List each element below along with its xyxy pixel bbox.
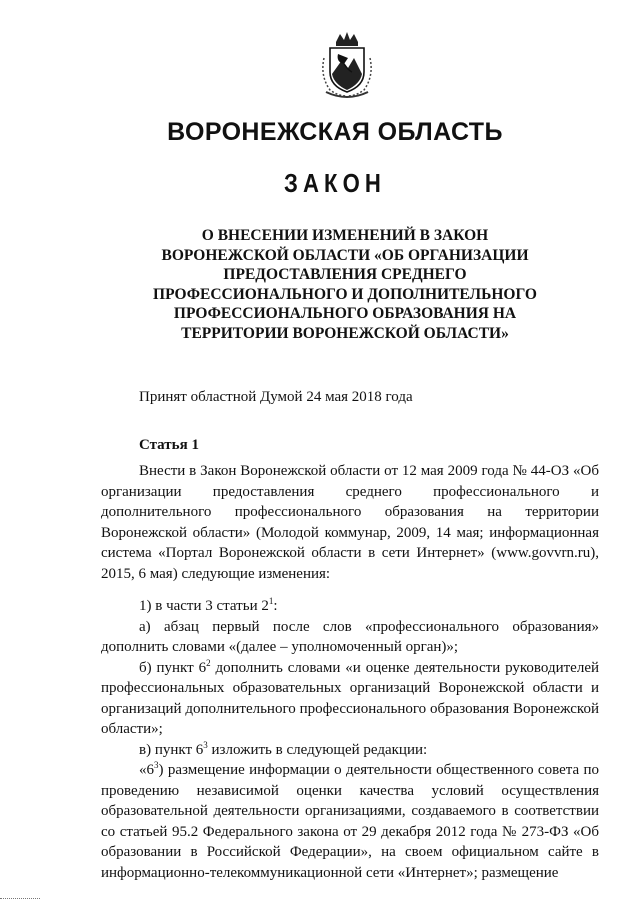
superscript: 1 [268, 596, 274, 606]
adoption-note: Принят областной Думой 24 мая 2018 года [139, 389, 413, 405]
amendment-item-text: 1) в части 3 статьи 2 [139, 598, 269, 614]
region-name: ВОРОНЕЖСКАЯ ОБЛАСТЬ [167, 118, 503, 146]
amendment-subitem-c [101, 740, 599, 761]
amendment-subitem-b [101, 658, 599, 740]
article-intro: Внести в Закон Воронежской области от 12 мая 2009 года № 44-ОЗ «Об организации предоставления среднего профессионального и дополнительного профессионального образования на территории Воронежской области» (Молодой коммунар, 2009, 14 мая; информационная система «Портал Воронежской области в сети Интернет» (www.govvrn.ru), 2015, 6 мая) следующие изменения: [101, 463, 599, 582]
amendment-quote [101, 760, 599, 883]
article-heading: Статья 1 [139, 437, 199, 453]
superscript: 3 [154, 760, 159, 770]
amendment-item-tail: : [273, 598, 278, 614]
subitem-c-text: изложить в следующей редакции: [207, 741, 428, 758]
law-title: О ВНЕСЕНИИ ИЗМЕНЕНИЙ В ЗАКОН ВОРОНЕЖСКОЙ ОБЛАСТИ «ОБ ОРГАНИЗАЦИИ ПРЕДОСТАВЛЕНИЯ СРЕДНЕГО ПРОФЕССИОНАЛЬНОГО И ДОПОЛНИТЕЛЬНОГО ПРОФЕССИОНАЛЬНОГО ОБРАЗОВАНИЯ НА ТЕРРИТОРИИ ВОРОНЕЖСКОЙ ОБЛАСТИ» [153, 227, 537, 342]
quote-text: ) размещение информации о деятельности общественного совета по проведению независимой оценки качества условий осуществления образовательной деятельности организациями, создаваемого в соответствии со статьей 95.2 Федерального закона от 29 декабря 2012 года № 273-ФЗ «Об образовании в Российской Федерации», на своем официальном сайте в информационно-телекоммуникационной сети «Интернет»; размещение [101, 762, 599, 881]
quote-prefix: «6 [139, 762, 154, 778]
subitem-b-prefix: б) пункт 6 [139, 659, 207, 676]
amendment-item [101, 596, 599, 617]
article-body [101, 461, 599, 883]
scan-edge-mark [0, 898, 40, 899]
subitem-c-prefix: в) пункт 6 [139, 741, 204, 758]
subitem-b-text: дополнить словами «и оценке деятельности руководителей профессиональных образовательных организаций Воронежской области и организаций дополнительного профессионального образования Воронежской области»; [101, 659, 600, 737]
superscript: 3 [203, 739, 208, 750]
document-type: ЗАКОН [284, 168, 386, 198]
voronezh-coat-of-arms-icon [318, 28, 376, 100]
amendment-subitem-a: а) абзац первый после слов «профессионального образования» дополнить словами «(далее – уполномоченный орган)»; [101, 618, 599, 655]
superscript: 2 [206, 657, 211, 668]
